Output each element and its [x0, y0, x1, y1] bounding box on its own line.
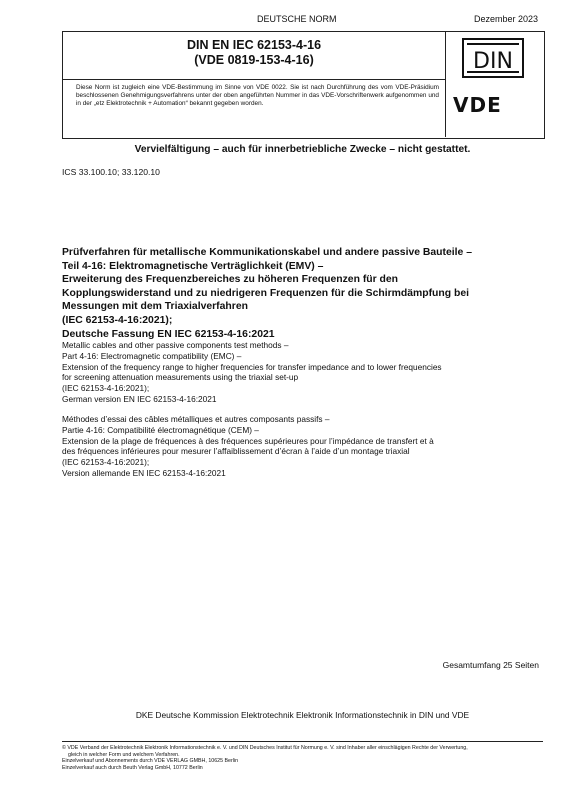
title-english-line: for screening attenuation measurements using the triaxial set-up	[62, 372, 299, 383]
title-german-line: Prüfverfahren für metallische Kommunikationskabel und andere passive Bauteile –	[62, 247, 472, 258]
title-german-line: Kopplungswiderstand und zu niedrigeren Frequenzen für die Schirmdämpfung bei	[62, 287, 469, 299]
copyright-footer	[62, 745, 552, 771]
standard-number: DIN EN IEC 62153-4-16	[186, 38, 322, 52]
footer-line: © VDE Verband der Elektrotechnik Elektronik Informationstechnik e. V. und DIN Deutsches Institut für Normung e. V. sind Inhaber aller einschlägigen Rechte der Verwertung,	[62, 745, 468, 751]
title-french-line: (IEC 62153-4-16:2021);	[62, 457, 150, 468]
reproduction-notice: Vervielfältigung – auch für innerbetriebliche Zwecke – nicht gestattet.	[134, 144, 471, 155]
total-pages: Gesamtumfang 25 Seiten	[442, 660, 539, 670]
ics-codes: ICS 33.100.10; 33.120.10	[62, 167, 160, 177]
publication-date: Dezember 2023	[473, 14, 538, 24]
vde-notice: Diese Norm ist zugleich eine VDE-Bestimmung im Sinne von VDE 0022. Sie ist nach Durchführung des vom VDE-Präsidium beschlossenen Genehmigungsverfahrens unter der oben angeführten Nummer in das VDE-Vorschriftenwerk aufgenommen und in der „etz Elektrotechnik + Automation“ bekannt gegeben worden.	[76, 84, 439, 108]
title-english-line: Extension of the frequency range to higher frequencies for transfer impedance and to lower frequencies	[62, 361, 442, 372]
vde-number: (VDE 0819-153-4-16)	[194, 53, 314, 67]
title-english	[62, 340, 547, 405]
title-french-line: Méthodes d’essai des câbles métalliques et autres composants passifs –	[62, 414, 330, 424]
standard-title	[62, 38, 446, 68]
svg-text:DIN: DIN	[473, 49, 513, 74]
din-logo	[462, 38, 524, 83]
title-german-line: Deutsche Fassung EN IEC 62153-4-16:2021	[62, 328, 275, 340]
footer-line: Einzelverkauf und Abonnements durch VDE VERLAG GMBH, 10625 Berlin	[62, 758, 239, 765]
title-french	[62, 414, 547, 479]
footer-divider	[62, 741, 543, 742]
title-german-line: Erweiterung des Frequenzbereiches zu höheren Frequenzen für den	[62, 274, 399, 286]
vde-logo: VDE	[453, 93, 502, 117]
header-divider-horizontal	[62, 79, 446, 80]
title-french-line: Version allemande EN IEC 62153-4-16:2021	[62, 467, 226, 478]
title-english-line: Part 4-16: Electromagnetic compatibility (EMC) –	[62, 350, 242, 361]
title-french-line: Extension de la plage de fréquences à des fréquences supérieures pour l’impédance de transfert et à	[62, 435, 434, 446]
title-english-line: Metallic cables and other passive components test methods –	[62, 340, 289, 350]
norm-type-label: DEUTSCHE NORM	[257, 14, 337, 24]
committee-line: DKE Deutsche Kommission Elektrotechnik Elektronik Informationstechnik in DIN und VDE	[135, 710, 470, 720]
title-english-line: German version EN IEC 62153-4-16:2021	[62, 393, 217, 404]
footer-line: gleich in welcher Form und welchem Verfahren.	[68, 751, 180, 758]
title-german-line: (IEC 62153-4-16:2021);	[62, 314, 173, 326]
title-german-line: Teil 4-16: Elektromagnetische Verträglichkeit (EMV) –	[62, 260, 324, 272]
title-english-line: (IEC 62153-4-16:2021);	[62, 383, 150, 394]
title-french-line: des fréquences inférieures pour mesurer l’affaiblissement d’écran à l’aide d’un montage triaxial	[62, 446, 410, 457]
title-german-line: Messungen mit dem Triaxialverfahren	[62, 301, 248, 313]
title-german	[62, 246, 547, 341]
title-french-line: Partie 4-16: Compatibilité électromagnétique (CEM) –	[62, 424, 259, 435]
footer-line: Einzelverkauf auch durch Beuth Verlag GmbH, 10772 Berlin	[62, 764, 203, 771]
